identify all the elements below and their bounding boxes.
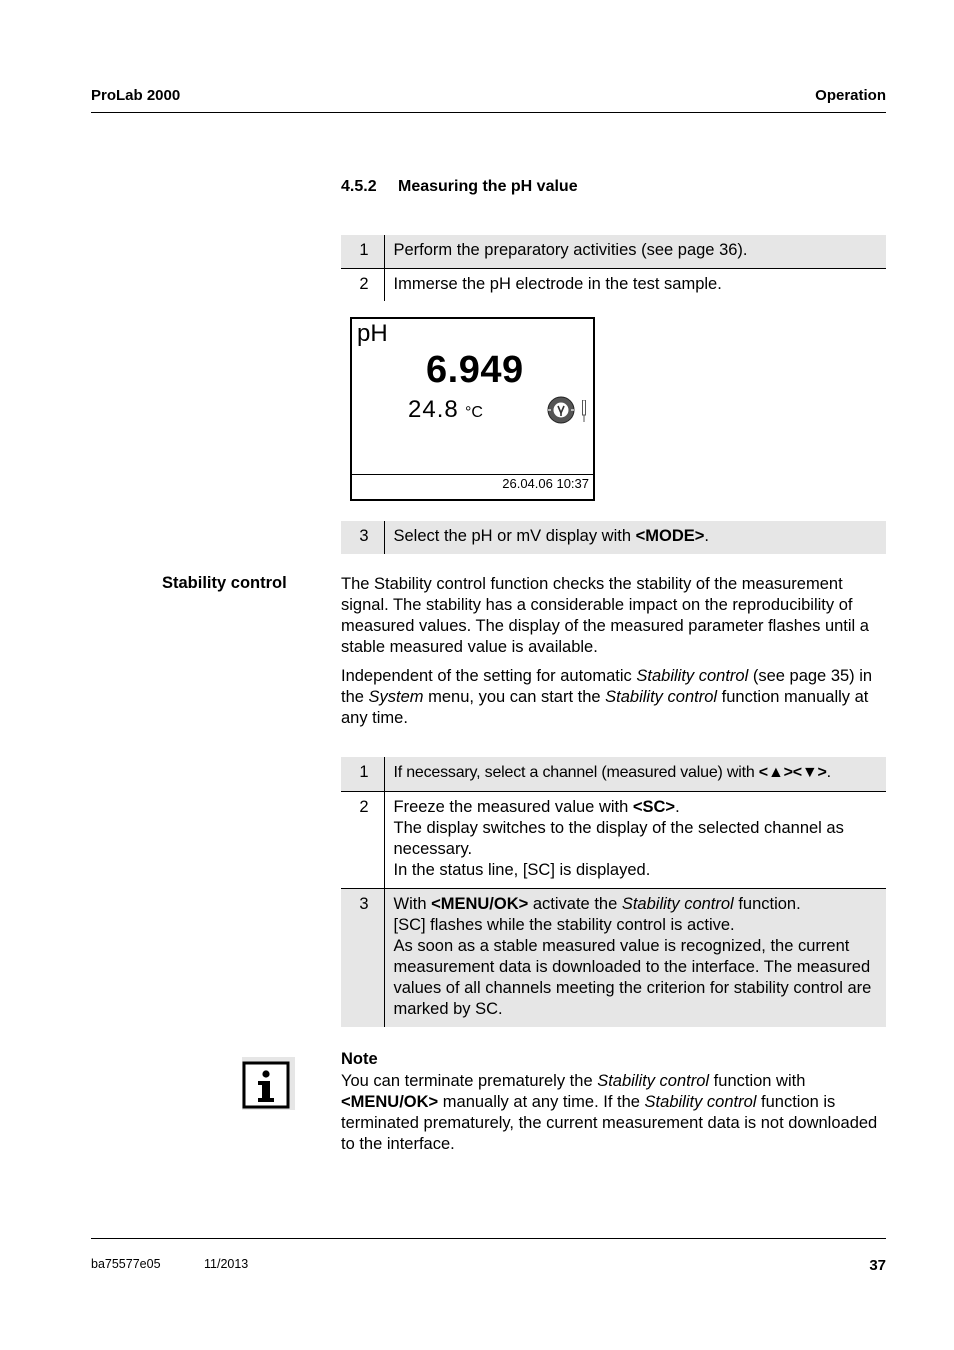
section-title-text: Measuring the pH value <box>398 178 578 195</box>
step-number: 1 <box>341 757 384 791</box>
text-italic: Stability control <box>597 1072 710 1090</box>
text-part: function is terminated prematurely, the current measurement data is not downloaded to the interface. <box>341 1093 878 1153</box>
text-part: (see page 35) in the <box>341 667 873 706</box>
step-text: Immerse the pH electrode in the test sample. <box>393 274 722 293</box>
step-line <box>394 797 887 818</box>
footer-doc-id: ba75577e05 <box>91 1257 161 1271</box>
text-italic: Stability control <box>644 1093 757 1111</box>
step-text <box>384 791 886 888</box>
paragraph: The Stability control function checks the stability of the measurement signal. The stability has a considerable impact on the reproducibility of measured values. The display of the measured parameter flashes until a stable measured value is available. <box>341 575 869 656</box>
paragraph <box>341 666 886 729</box>
text-italic: Stability control <box>636 667 749 685</box>
text-italic: System <box>368 688 424 706</box>
probe-icon <box>581 400 587 422</box>
header-product: ProLab 2000 <box>91 87 181 104</box>
text-part: function with <box>709 1072 806 1090</box>
note-title: Note <box>341 1050 378 1068</box>
step-line: As soon as a stable measured value is recognized, the current measurement data is downloaded to the interface. The measured values of all channels meeting the criterion for stability control are marked by SC. <box>393 936 872 1018</box>
paragraph <box>341 1071 886 1155</box>
display-datetime: 26.04.06 10:37 <box>502 476 589 491</box>
step-text-part: With <box>393 894 432 913</box>
table-row <box>341 757 886 791</box>
step-text-part: Freeze the measured value with <box>393 797 633 816</box>
header-chapter: Operation <box>815 87 886 104</box>
step-number: 2 <box>341 791 384 888</box>
step-number: 3 <box>341 521 384 554</box>
steps-table-b <box>341 521 886 554</box>
step-number: 2 <box>341 268 384 301</box>
step-text <box>384 888 886 1027</box>
step-text-part: activate the <box>528 894 622 913</box>
text-part: function manually at any time. <box>341 688 869 727</box>
text-italic: Stability control <box>621 894 734 913</box>
page-number: 37 <box>869 1257 886 1274</box>
key-mode: <MODE> <box>635 527 705 545</box>
key-sc: <SC> <box>632 797 676 816</box>
stability-para-1 <box>341 574 886 658</box>
step-text-part: If necessary, select a channel (measured value) with <box>393 764 759 781</box>
text-part: Independent of the setting for automatic <box>341 667 637 685</box>
text-part: menu, you can start the <box>423 688 606 706</box>
footer-date: 11/2013 <box>204 1257 249 1271</box>
step-text: Perform the preparatory activities (see page 36). <box>384 235 886 268</box>
step-line: [SC] flashes while the stability control is active. <box>393 915 735 934</box>
step-text-part: Select the pH or mV display with <box>393 527 636 545</box>
status-line-rule <box>352 474 593 475</box>
info-icon <box>242 1057 295 1110</box>
steps-table-c <box>341 757 886 1027</box>
step-line: In the status line, [SC] is displayed. <box>393 860 651 879</box>
step-number: 3 <box>341 888 384 1027</box>
display-temp-unit: °C <box>465 404 483 421</box>
step-text <box>384 757 886 791</box>
footer-rule <box>91 1238 886 1239</box>
step-line: The display switches to the display of the selected channel as necessary. <box>393 818 844 858</box>
text-italic: Stability control <box>605 688 718 706</box>
table-row <box>341 268 886 301</box>
step-text-part: . <box>675 797 680 816</box>
key-arrows: <▲><▼> <box>758 764 827 781</box>
side-heading-stability: Stability control <box>162 574 287 592</box>
table-row <box>341 791 886 888</box>
display-value: 6.949 <box>426 349 524 391</box>
meter-display <box>350 317 595 501</box>
step-number: 1 <box>341 235 384 268</box>
text-part: manually at any time. If the <box>438 1093 645 1111</box>
text-part: You can terminate prematurely the <box>341 1072 598 1090</box>
steps-table-a <box>341 235 886 301</box>
step-text <box>384 521 886 554</box>
section-title <box>341 178 578 196</box>
table-row <box>341 235 886 268</box>
header-rule <box>91 112 886 113</box>
step-text-part: . <box>826 764 831 781</box>
step-text-part: . <box>704 527 709 545</box>
table-row <box>341 521 886 554</box>
key-menu-ok: <MENU/OK> <box>431 894 529 913</box>
stability-para-2 <box>341 666 886 729</box>
table-row <box>341 888 886 1027</box>
display-parameter: pH <box>357 320 388 347</box>
section-number: 4.5.2 <box>341 178 377 195</box>
display-temperature: 24.8 <box>408 396 459 423</box>
note-body <box>341 1071 886 1155</box>
key-menu-ok: <MENU/OK> <box>341 1093 439 1111</box>
step-line <box>394 894 887 915</box>
sensor-status-icon <box>547 396 575 424</box>
step-text-part: function. <box>733 894 801 913</box>
